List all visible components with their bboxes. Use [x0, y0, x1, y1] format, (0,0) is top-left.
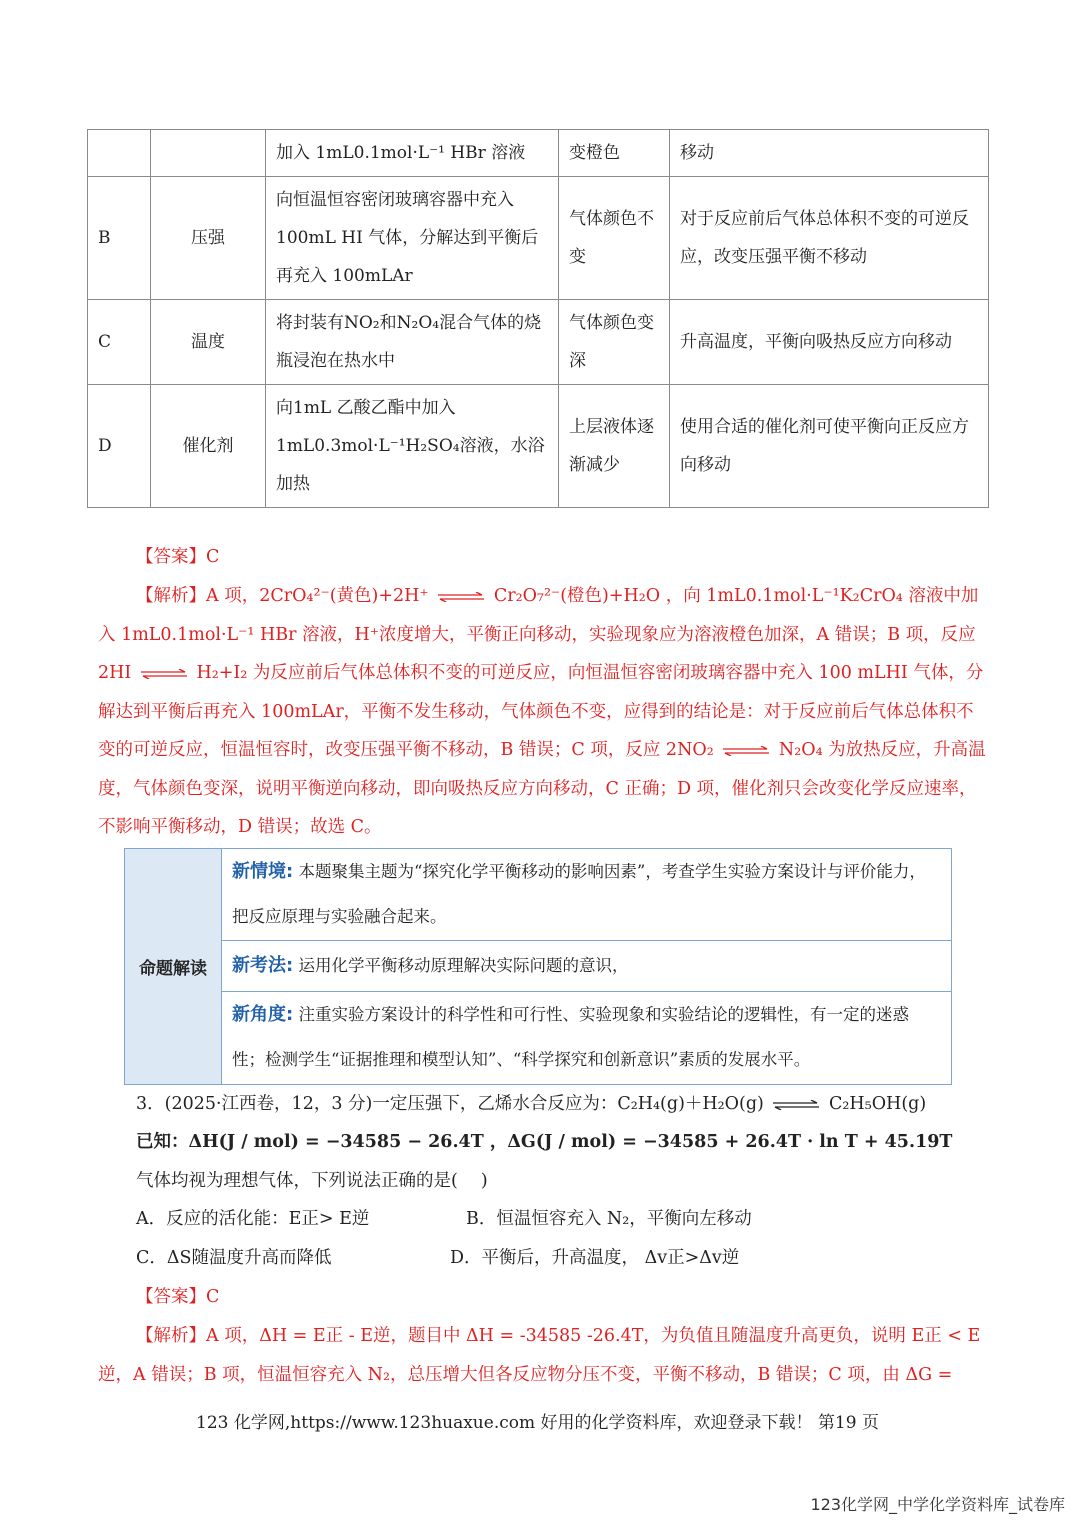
watermark: 123化学网_中学化学资料库_试卷库	[810, 1495, 1065, 1514]
option-cell: B	[88, 177, 151, 300]
option-d: D．平衡后，升高温度， Δv正>Δv逆	[450, 1248, 740, 1268]
option-cell: C	[88, 300, 151, 385]
option-cell: D	[88, 385, 151, 508]
equilibrium-arrow-icon	[723, 746, 769, 756]
item-label: 新情境:	[232, 861, 294, 882]
phenomenon-cell: 变橙色	[559, 130, 670, 177]
conclusion-cell: 升高温度，平衡向吸热反应方向移动	[670, 300, 989, 385]
operation-cell: 将封装有NO₂和N₂O₄混合气体的烧瓶浸泡在热水中	[266, 300, 559, 385]
option-a: A．反应的活化能：E正> E逆	[136, 1209, 370, 1229]
question-3-stem	[136, 1085, 986, 1123]
equilibrium-arrow-icon	[773, 1100, 819, 1110]
table-row	[88, 177, 989, 300]
interpretation-item	[222, 992, 951, 1084]
conclusion-cell: 对于反应前后气体总体积不变的可逆反应，改变压强平衡不移动	[670, 177, 989, 300]
analysis-1-part2: Cr₂O₇²⁻(橙色)+H₂O ，向 1mL0.1mol·L⁻¹K₂CrO₄ 溶液中加入 1mL0.1mol·L⁻¹ HBr 溶液，H⁺浓度增大，平衡正向移动，实验现象应为溶液橙色加深，A 错误；B 项，反应 2HI	[98, 586, 979, 683]
factor-cell	[151, 130, 266, 177]
operation-cell: 向恒温恒容密闭玻璃容器中充入 100mL HI 气体，分解达到平衡后再充入 100mLAr	[266, 177, 559, 300]
page-footer: 123 化学网,https://www.123huaxue.com 好用的化学资料库，欢迎登录下载！ 第19 页	[196, 1413, 879, 1433]
conclusion-cell: 使用合适的催化剂可使平衡向正反应方向移动	[670, 385, 989, 508]
factor-cell: 催化剂	[151, 385, 266, 508]
conclusion-cell: 移动	[670, 130, 989, 177]
item-text: 运用化学平衡移动原理解决实际问题的意识，	[298, 956, 629, 975]
analysis-1-part3: H₂+I₂ 为反应前后气体总体积不变的可逆反应，向恒温恒容密闭玻璃容器中充入 100 mLHI 气体，分解达到平衡后再充入 100mLAr，平衡不发生移动，气体颜色不变，应得到的结论是：对于反应前后气体总体积不变的可逆反应，恒温恒容时，改变压强平衡不移动，B 错误；C 项，反应 2NO₂	[98, 663, 984, 760]
factor-cell: 温度	[151, 300, 266, 385]
interpretation-title: 命题解读	[125, 849, 222, 1084]
analysis-1	[98, 577, 988, 847]
table-row	[88, 130, 989, 177]
answer-2: 【答案】C	[136, 1287, 220, 1307]
question-ask: 气体均视为理想气体，下列说法正确的是( )	[136, 1171, 488, 1191]
equilibrium-arrow-icon	[141, 669, 187, 679]
question-product: C₂H₅OH(g)	[829, 1094, 927, 1114]
experiment-table	[87, 129, 989, 508]
equilibrium-arrow-icon	[438, 592, 484, 602]
item-text: 注重实验方案设计的科学性和可行性、实验现象和实验结论的逻辑性，有一定的迷惑性；检测学生“证据推理和模型认知”、“科学探究和创新意识”素质的发展水平。	[232, 1005, 909, 1069]
item-label: 新考法:	[232, 955, 294, 976]
question-stem: 3．(2025·江西卷，12，3 分)一定压强下，乙烯水合反应为：C₂H₄(g)＋H₂O(g)	[136, 1094, 764, 1114]
answer-1: 【答案】C	[136, 547, 220, 567]
option-cell	[88, 130, 151, 177]
analysis-1-part4: N₂O₄ 为放热反应，升高温度，气体颜色变深，说明平衡逆向移动，即向吸热反应方向移动，C 正确；D 项，催化剂只会改变化学反应速率，不影响平衡移动，D 错误；故选 C。	[98, 740, 986, 837]
table-row	[88, 300, 989, 385]
interpretation-item	[222, 849, 951, 941]
question-known: 已知：ΔH(J / mol) = −34585 − 26.4T ，ΔG(J / mol) = −34585 + 26.4T · ln T + 45.19T	[136, 1132, 953, 1152]
factor-cell: 压强	[151, 177, 266, 300]
phenomenon-cell: 上层液体逐渐减少	[559, 385, 670, 508]
phenomenon-cell: 气体颜色变深	[559, 300, 670, 385]
analysis-1-part1: 【解析】A 项，2CrO₄²⁻(黄色)+2H⁺	[136, 586, 429, 606]
interpretation-box	[124, 848, 952, 1085]
option-c: C．ΔS随温度升高而降低	[136, 1248, 332, 1268]
option-b: B．恒温恒容充入 N₂，平衡向左移动	[466, 1209, 752, 1229]
phenomenon-cell: 气体颜色不变	[559, 177, 670, 300]
item-text: 本题聚集主题为“探究化学平衡移动的影响因素”，考查学生实验方案设计与评价能力，把反应原理与实验融合起来。	[232, 862, 926, 926]
table-row	[88, 385, 989, 508]
operation-cell: 加入 1mL0.1mol·L⁻¹ HBr 溶液	[266, 130, 559, 177]
interpretation-item	[222, 941, 951, 992]
analysis-2: 【解析】A 项，ΔH = E正 - E逆，题目中 ΔH = -34585 -26.4T，为负值且随温度升高更负，说明 E正 < E逆，A 错误；B 项，恒温恒容充入 N₂，总压增大但各反应物分压不变，平衡不移动，B 错误；C 项，由 ΔG =	[98, 1326, 981, 1385]
item-label: 新角度:	[232, 1004, 294, 1025]
operation-cell: 向1mL 乙酸乙酯中加入1mL0.3mol·L⁻¹H₂SO₄溶液，水浴加热	[266, 385, 559, 508]
